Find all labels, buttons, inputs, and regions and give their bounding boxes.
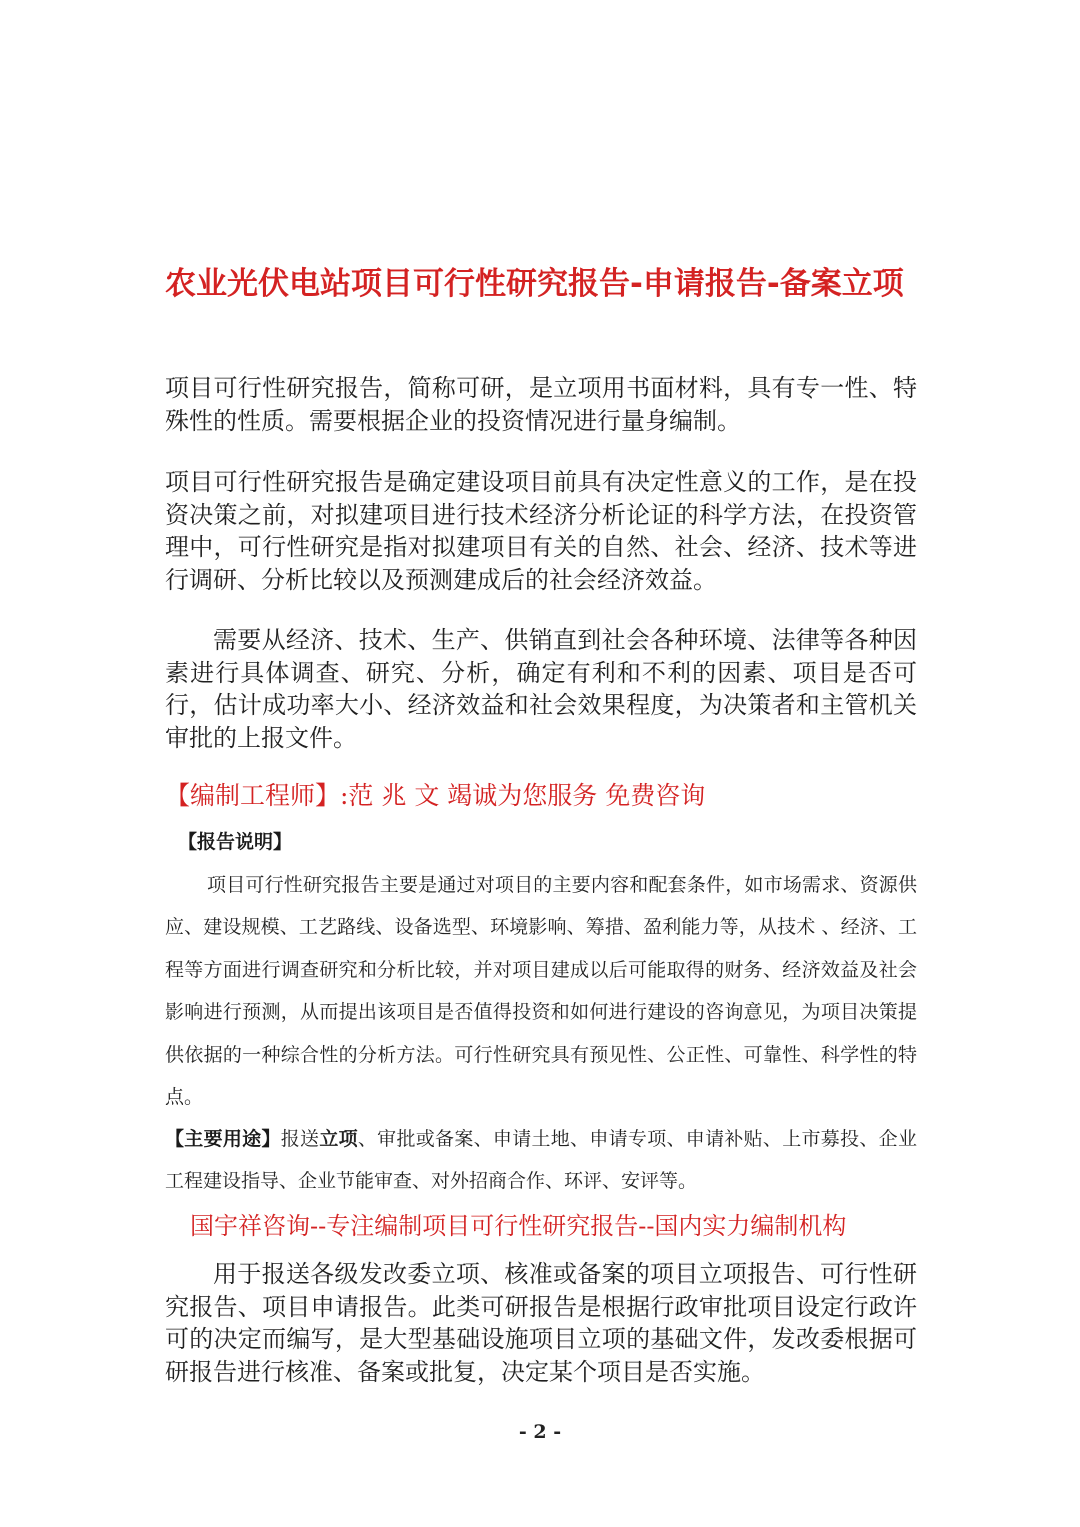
- definition-paragraph: 项目可行性研究报告是确定建设项目前具有决定性意义的工作，是在投资决策之前，对拟建项目进行技术经济分析论证的科学方法，在投资管理中，可行性研究是指对拟建项目有关的自然、社会、经济、技术等进行调研、分析比较以及预测建成后的社会经济效益。: [165, 468, 917, 594]
- report-description-heading: 【报告说明】: [178, 831, 293, 853]
- page-number: - 2 -: [518, 1421, 562, 1443]
- engineer-contact-line: 【编制工程师】:范 兆 文 竭诚为您服务 免费咨询: [165, 781, 706, 810]
- report-description-paragraph: 项目可行性研究报告主要是通过对项目的主要内容和配套条件，如市场需求、资源供应、建设规模、工艺路线、设备选型、环境影响、筹措、盈利能力等，从技术 、经济、工程等方面进行调查研究和分析比较，并对项目建成以后可能取得的财务、经济效益及社会影响进行预测，从而提出该项目是否值得投资和如何进行建设的咨询意见，为项目决策提供依据的一种综合性的分析方法。可行性研究具有预见性、公正性、可靠性、科学性的特点。: [165, 874, 917, 1109]
- usage-paragraph: 用于报送各级发改委立项、核准或备案的项目立项报告、可行性研究报告、项目申请报告。此类可研报告是根据行政审批项目设定行政许可的决定而编写，是大型基础设施项目立项的基础文件，发改委根据可研报告进行核准、备案或批复，决定某个项目是否实施。: [165, 1260, 917, 1386]
- document-title: 农业光伏电站项目可行性研究报告-申请报告-备案立项: [165, 266, 904, 302]
- intro-paragraph: 项目可行性研究报告，简称可研，是立项用书面材料，具有专一性、特殊性的性质。需要根据企业的投资情况进行量身编制。: [165, 374, 917, 435]
- main-use-prefix: 报送: [280, 1128, 320, 1150]
- scope-paragraph: 需要从经济、技术、生产、供销直到社会各种环境、法律等各种因素进行具体调查、研究、分析，确定有利和不利的因素、项目是否可行，估计成功率大小、经济效益和社会效果程度，为决策者和主管机关审批的上报文件。: [165, 626, 917, 752]
- consultancy-banner-line: 国宇祥咨询--专注编制项目可行性研究报告--国内实力编制机构: [190, 1212, 847, 1240]
- main-use-emphasis: 立项: [319, 1128, 358, 1150]
- main-use-text: 、审批或备案、申请土地、申请专项、申请补贴、上市募投、企业工程建设指导、企业节能审查、对外招商合作、环评、安评等。: [165, 1128, 917, 1193]
- main-use-heading: 【主要用途】: [165, 1128, 281, 1150]
- main-use-paragraph: [165, 1118, 917, 1203]
